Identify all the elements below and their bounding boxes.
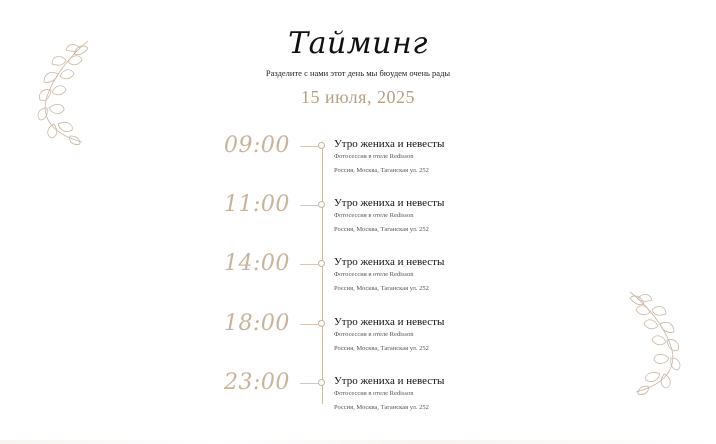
- event-time: 23:00: [224, 370, 290, 395]
- timeline-dot-icon: [318, 201, 325, 208]
- timeline-event: [0, 251, 716, 304]
- page-subtitle: Разделите с нами этот день мы бюудем очень рады: [265, 68, 451, 78]
- event-time: 09:00: [224, 133, 290, 158]
- timeline-event: [0, 370, 716, 423]
- event-address: Россия, Москва, Таганская ул. 252: [334, 345, 429, 352]
- event-subtitle: Фотосессия в отеле Redisson: [334, 271, 414, 278]
- bottom-decor-strip: [0, 440, 716, 444]
- page-title: Тайминг: [288, 26, 428, 61]
- timeline-event: [0, 192, 716, 245]
- event-subtitle: Фотосессия в отеле Redisson: [334, 390, 414, 397]
- event-title: Утро жениха и невесты: [334, 256, 445, 268]
- time-connector: [300, 324, 318, 325]
- event-time: 14:00: [224, 251, 290, 276]
- event-address: Россия, Москва, Таганская ул. 252: [334, 404, 429, 411]
- event-subtitle: Фотосессия в отеле Redisson: [334, 212, 414, 219]
- event-title: Утро жениха и невесты: [334, 375, 445, 387]
- event-subtitle: Фотосессия в отеле Redisson: [334, 331, 414, 338]
- event-date: 15 июля, 2025: [301, 87, 415, 107]
- timeline-dot-icon: [318, 320, 325, 327]
- timeline-dot-icon: [318, 142, 325, 149]
- event-time: 18:00: [224, 311, 290, 336]
- event-title: Утро жениха и невесты: [334, 197, 445, 209]
- event-address: Россия, Москва, Таганская ул. 252: [334, 285, 429, 292]
- event-title: Утро жениха и невесты: [334, 138, 445, 150]
- timeline-dot-icon: [318, 260, 325, 267]
- time-connector: [300, 383, 318, 384]
- timeline-dot-icon: [318, 379, 325, 386]
- timeline-event: [0, 133, 716, 186]
- event-time: 11:00: [224, 192, 290, 217]
- event-address: Россия, Москва, Таганская ул. 252: [334, 226, 429, 233]
- time-connector: [300, 264, 318, 265]
- timeline-event: [0, 311, 716, 364]
- event-subtitle: Фотосессия в отеле Redisson: [334, 153, 414, 160]
- time-connector: [300, 205, 318, 206]
- time-connector: [300, 146, 318, 147]
- event-address: Россия, Москва, Таганская ул. 252: [334, 167, 429, 174]
- event-title: Утро жениха и невесты: [334, 316, 445, 328]
